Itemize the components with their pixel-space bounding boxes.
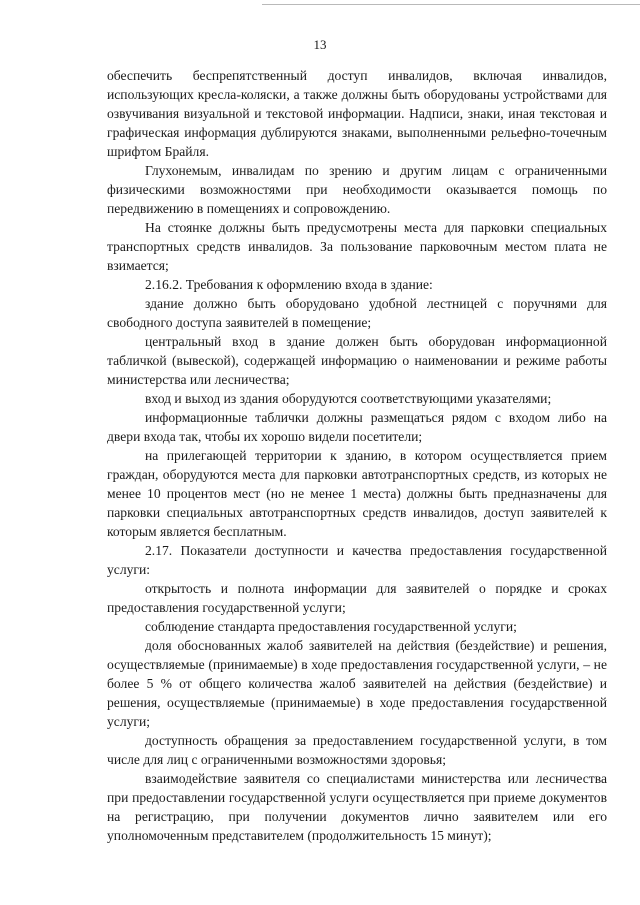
paragraph: доля обоснованных жалоб заявителей на действия (бездействие) и решения, осуществляемые (принимаемые) в ходе предоставления государственной услуги, – не более 5 % от общего количества жалоб заявителей на действия (бездействие) и решения, осуществляемые (принимаемые) в ходе предоставления государственной услуги; xyxy=(107,638,607,729)
paragraph: доступность обращения за предоставлением государственной услуги, в том числе для лиц с ограниченными возможностями здоровья; xyxy=(107,733,607,767)
paragraph: на прилегающей территории к зданию, в котором осуществляется прием граждан, оборудуются места для парковки автотранспортных средств, из которых не менее 10 процентов мест (но не менее 1 места) должны быть предназначены для парковки специальных автотранспортных средств инвалидов, доступ заявителей к которым является бесплатным. xyxy=(107,448,607,539)
paragraph: обеспечить беспрепятственный доступ инвалидов, включая инвалидов, использующих кресла-коляски, а также должны быть оборудованы устройствами для озвучивания визуальной и текстовой информации. Надписи, знаки, иная текстовая и графическая информация дублируются знаками, выполненными рельефно-точечным шрифтом Брайля. xyxy=(107,68,607,159)
document-body xyxy=(107,66,607,845)
section-heading: 2.17. Показатели доступности и качества предоставления государственной услуги: xyxy=(107,543,607,577)
page-number: 13 xyxy=(313,37,327,52)
paragraph: информационные таблички должны размещаться рядом с входом либо на двери входа так, чтобы их хорошо видели посетители; xyxy=(107,410,607,444)
top-scan-rule xyxy=(262,4,640,5)
paragraph: Глухонемым, инвалидам по зрению и другим лицам с ограниченными физическими возможностями при необходимости оказывается помощь по передвижению в помещениях и сопровождению. xyxy=(107,163,607,216)
paragraph: центральный вход в здание должен быть оборудован информационной табличкой (вывеской), содержащей информацию о наименовании и режиме работы министерства или лесничества; xyxy=(107,334,607,387)
paragraph: открытость и полнота информации для заявителей о порядке и сроках предоставления государственной услуги; xyxy=(107,581,607,615)
section-heading: 2.16.2. Требования к оформлению входа в здание: xyxy=(145,277,433,292)
paragraph: здание должно быть оборудовано удобной лестницей с поручнями для свободного доступа заявителей в помещение; xyxy=(107,296,607,330)
paragraph: взаимодействие заявителя со специалистами министерства или лесничества при предоставлении государственной услуги осуществляется при приеме документов на регистрацию, при получении документов лично заявителем или его уполномоченным представителем (продолжительность 15 минут); xyxy=(107,771,607,843)
paragraph: вход и выход из здания оборудуются соответствующими указателями; xyxy=(145,391,552,406)
paragraph: соблюдение стандарта предоставления государственной услуги; xyxy=(145,619,517,634)
paragraph: На стоянке должны быть предусмотрены места для парковки специальных транспортных средств инвалидов. За пользование парковочным местом плата не взимается; xyxy=(107,220,607,273)
